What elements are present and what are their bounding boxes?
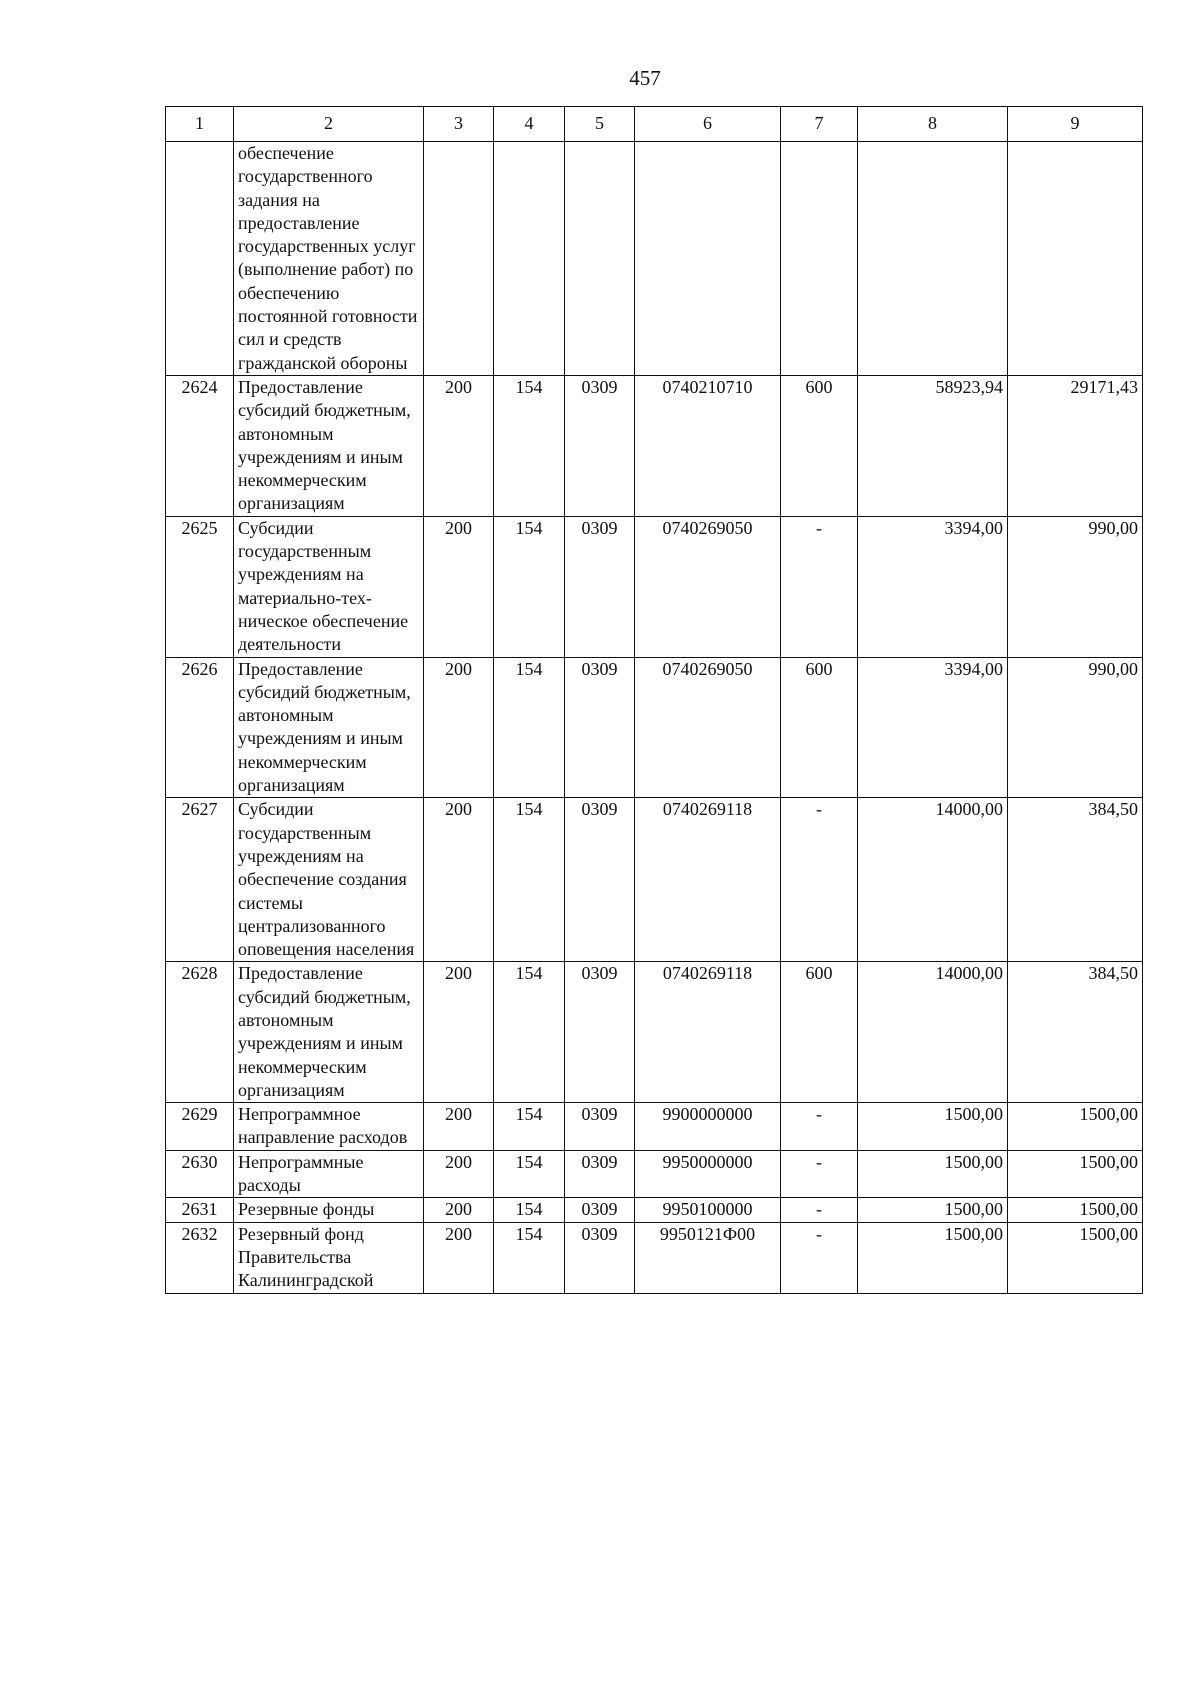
table-row [166, 1150, 1143, 1198]
cell-col6: 9900000000 [635, 1103, 781, 1151]
cell-col8: 1500,00 [858, 1150, 1008, 1198]
row-number: 2625 [166, 516, 234, 657]
cell-col7: 600 [781, 657, 858, 798]
cell-col8: 14000,00 [858, 962, 1008, 1103]
cell-col7: - [781, 1103, 858, 1151]
cell-col7: - [781, 1222, 858, 1293]
cell-col6: 0740269050 [635, 657, 781, 798]
column-header: 6 [635, 107, 781, 142]
cell-col7: - [781, 516, 858, 657]
row-number: 2632 [166, 1222, 234, 1293]
cell-col5: 0309 [565, 516, 635, 657]
column-header: 4 [494, 107, 565, 142]
cell-col5: 0309 [565, 375, 635, 516]
column-header: 1 [166, 107, 234, 142]
cell-col4: 154 [494, 375, 565, 516]
budget-table [165, 106, 1143, 1294]
table-row [166, 962, 1143, 1103]
cell-col5: 0309 [565, 1150, 635, 1198]
cell-col3: 200 [424, 1222, 494, 1293]
cell-col9: 384,50 [1008, 962, 1143, 1103]
cell-col9: 1500,00 [1008, 1103, 1143, 1151]
row-number: 2628 [166, 962, 234, 1103]
cell-col5 [565, 142, 635, 376]
row-name: Предоставление субсидий бюджетным, автономным учреждениям и иным некоммерческим организациям [234, 375, 424, 516]
cell-col8: 14000,00 [858, 798, 1008, 962]
cell-col3: 200 [424, 962, 494, 1103]
cell-col5: 0309 [565, 1198, 635, 1222]
table-row [166, 798, 1143, 962]
row-name: Субсидии государственным учреждениям на обеспечение создания системы централизованного оповещения населения [234, 798, 424, 962]
cell-col6 [635, 142, 781, 376]
cell-col9: 990,00 [1008, 516, 1143, 657]
cell-col8: 1500,00 [858, 1103, 1008, 1151]
cell-col3 [424, 142, 494, 376]
row-name: Субсидии государственным учреждениям на материально-техническое обеспечение деятельности [234, 516, 424, 657]
column-header: 2 [234, 107, 424, 142]
cell-col9: 29171,43 [1008, 375, 1143, 516]
cell-col6: 0740269118 [635, 962, 781, 1103]
cell-col5: 0309 [565, 798, 635, 962]
cell-col4 [494, 142, 565, 376]
cell-col8: 1500,00 [858, 1198, 1008, 1222]
cell-col4: 154 [494, 1222, 565, 1293]
cell-col9: 990,00 [1008, 657, 1143, 798]
cell-col6: 9950000000 [635, 1150, 781, 1198]
cell-col6: 0740210710 [635, 375, 781, 516]
column-header: 3 [424, 107, 494, 142]
cell-col9: 1500,00 [1008, 1198, 1143, 1222]
table-row [166, 1103, 1143, 1151]
row-name: Предоставление субсидий бюджетным, автономным учреждениям и иным некоммерческим организациям [234, 657, 424, 798]
cell-col3: 200 [424, 1150, 494, 1198]
cell-col5: 0309 [565, 1103, 635, 1151]
cell-col4: 154 [494, 1103, 565, 1151]
row-number: 2624 [166, 375, 234, 516]
column-header: 5 [565, 107, 635, 142]
cell-col4: 154 [494, 798, 565, 962]
cell-col6: 9950100000 [635, 1198, 781, 1222]
cell-col3: 200 [424, 375, 494, 516]
cell-col5: 0309 [565, 1222, 635, 1293]
table-row [166, 516, 1143, 657]
cell-col4: 154 [494, 1198, 565, 1222]
cell-col7 [781, 142, 858, 376]
row-name: Предоставление субсидий бюджетным, автономным учреждениям и иным некоммерческим организациям [234, 962, 424, 1103]
cell-col8: 3394,00 [858, 657, 1008, 798]
cell-col3: 200 [424, 1198, 494, 1222]
column-header: 8 [858, 107, 1008, 142]
cell-col4: 154 [494, 516, 565, 657]
row-name: обеспечение государственного задания на предоставление государственных услуг (выполнение работ) по обеспечению постоянной готовности сил и средств гражданской обороны [234, 142, 424, 376]
column-header: 7 [781, 107, 858, 142]
cell-col6: 0740269050 [635, 516, 781, 657]
row-name: Непрограммные расходы [234, 1150, 424, 1198]
cell-col3: 200 [424, 1103, 494, 1151]
cell-col8: 1500,00 [858, 1222, 1008, 1293]
row-name: Резервный фонд Правительства Калининградской [234, 1222, 424, 1293]
row-number: 2627 [166, 798, 234, 962]
row-number: 2629 [166, 1103, 234, 1151]
cell-col8 [858, 142, 1008, 376]
cell-col3: 200 [424, 657, 494, 798]
row-number: 2631 [166, 1198, 234, 1222]
cell-col6: 0740269118 [635, 798, 781, 962]
cell-col9: 1500,00 [1008, 1222, 1143, 1293]
table-row [166, 1222, 1143, 1293]
row-name: Непрограммное направление расходов [234, 1103, 424, 1151]
cell-col3: 200 [424, 798, 494, 962]
cell-col6: 9950121Ф00 [635, 1222, 781, 1293]
cell-col7: 600 [781, 375, 858, 516]
table-row [166, 657, 1143, 798]
table-row [166, 1198, 1143, 1222]
cell-col7: - [781, 798, 858, 962]
table-row [166, 375, 1143, 516]
cell-col8: 58923,94 [858, 375, 1008, 516]
cell-col5: 0309 [565, 962, 635, 1103]
cell-col7: - [781, 1198, 858, 1222]
row-number [166, 142, 234, 376]
cell-col7: - [781, 1150, 858, 1198]
table-row [166, 142, 1143, 376]
row-number: 2630 [166, 1150, 234, 1198]
cell-col9: 384,50 [1008, 798, 1143, 962]
cell-col8: 3394,00 [858, 516, 1008, 657]
cell-col4: 154 [494, 657, 565, 798]
page-number: 457 [629, 66, 661, 90]
column-header: 9 [1008, 107, 1143, 142]
row-name: Резервные фонды [234, 1198, 424, 1222]
cell-col7: 600 [781, 962, 858, 1103]
cell-col5: 0309 [565, 657, 635, 798]
row-number: 2626 [166, 657, 234, 798]
cell-col9 [1008, 142, 1143, 376]
cell-col3: 200 [424, 516, 494, 657]
cell-col4: 154 [494, 962, 565, 1103]
cell-col4: 154 [494, 1150, 565, 1198]
header-row [166, 107, 1143, 142]
cell-col9: 1500,00 [1008, 1150, 1143, 1198]
